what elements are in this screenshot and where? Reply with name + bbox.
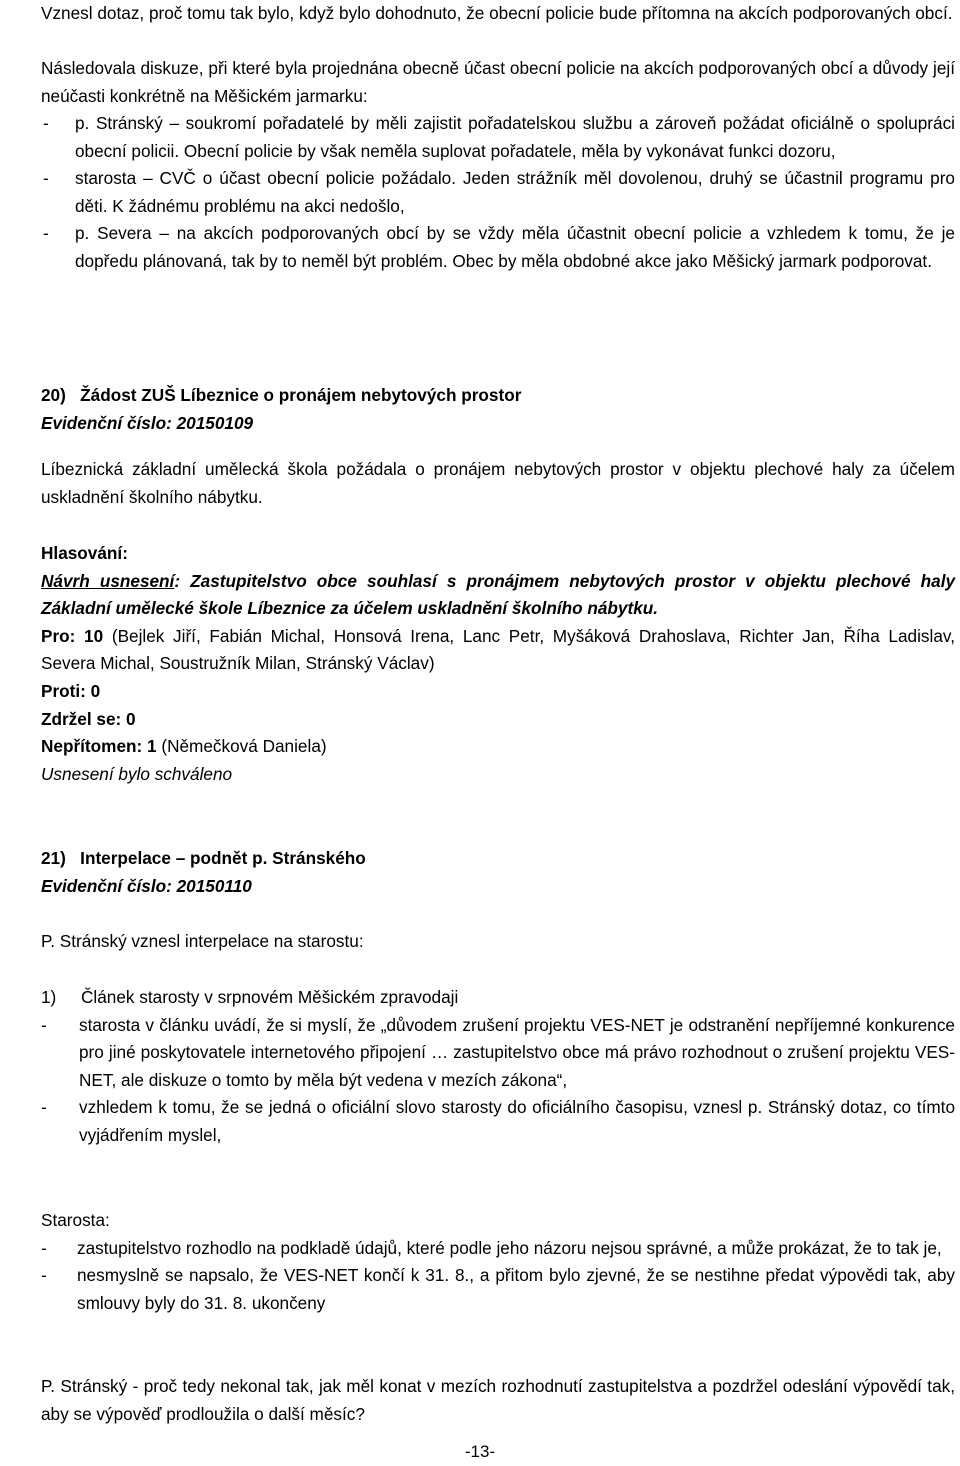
intro-bullet-list [41, 110, 955, 276]
proposal-text: Zastupitelstvo obce souhlasí s pronájmem nebytových prostor v objektu plechové haly Základní umělecké škole Líbeznice za účelem uskladnění školního nábytku. [41, 570, 956, 619]
absent-names: (Němečková Daniela) [161, 736, 327, 757]
pro-label: Pro: 10 [41, 625, 104, 646]
intro-bullet-3: - p. Severa – na akcích podporovaných obcí by se vždy měla účastnit obecní policie a vzhledem k tomu, že je dopředu plánovaná, tak by to neměl být problém. Obec by měla obdobné akce jako Měšický jarmark podporovat. [41, 220, 955, 275]
vote-proti: Proti: 0 [41, 680, 101, 701]
closing-question: P. Stránský - proč tedy nekonal tak, jak měl konat v mezích rozhodnutí zastupitelstva a pozdržel odeslání výpovědí tak, aby se výpověď prodloužila o další měsíc? [41, 1376, 955, 1424]
resolution-proposal: Návrh usnesení: Zastupitelstvo obce souhlasí s pronájmem nebytových prostor v objektu plechové haly Základní umělecké škole Líbeznice za účelem uskladnění školního nábytku. [41, 570, 956, 619]
vote-result: Usnesení bylo schváleno [41, 763, 233, 784]
intro-paragraph-2: Následovala diskuze, při které byla projednána obecně účast obecní policie na akcích podporovaných obcí a důvody její neúčasti konkrétně na Měšickém jarmarku: [41, 58, 955, 106]
vote-zdrzel: Zdržel se: 0 [41, 708, 136, 729]
proposal-label: Návrh usnesení [41, 570, 175, 591]
item-20-vote [41, 540, 955, 788]
intro-bullet-1: - p. Stránský – soukromí pořadatelé by měli zajistit pořadatelskou službu a zároveň požádat oficiálně o spolupráci obecní policii. Obecní policie by však neměla suplovat pořadatele, měla by vykonávat funkci dozoru, [41, 110, 955, 165]
item-20-number: 20) [41, 385, 66, 405]
mayor-bullet-2: - nesmyslně se napsalo, že VES-NET končí k 31. 8., a přitom bylo zjevné, že se nestihne předat výpovědi tak, aby smlouvy byly do 31. 8. ukončeny [41, 1262, 955, 1317]
vote-label: Hlasování: [41, 543, 128, 563]
page-number: -13- [464, 1442, 496, 1461]
absent-label: Nepřítomen: 1 [41, 736, 157, 757]
pro-names: (Bejlek Jiří, Fabián Michal, Honsová Irena, Lanc Petr, Myšáková Drahoslava, Richter Jan, Říha Ladislav, Severa Michal, Soustružník Milan, Stránský Václav) [41, 625, 955, 674]
item-20-evid: Evidenční číslo: 20150109 [41, 412, 254, 433]
item-20-heading [41, 382, 955, 437]
mayor-bullet-1: - zastupitelstvo rozhodlo na podkladě údajů, které podle jeho názoru nejsou správné, a může prokázat, že to tak je, [41, 1235, 955, 1263]
point-1-bullet-1: - starosta v článku uvádí, že si myslí, že „důvodem zrušení projektu VES-NET je odstranění nepříjemné konkurence pro jiné poskytovatele internetového připojení … zastupitelstvo obce má právo rozhodnout o zrušení projektu VES-NET, ale diskuze o tomto by měla být vedena v mezích zákona“, [41, 1012, 955, 1095]
point-1-number: 1) [41, 987, 57, 1007]
mayor-response [41, 1207, 955, 1317]
intro-bullet-2: - starosta – CVČ o účast obecní policie požádalo. Jeden strážník měl dovolenou, druhý se účastnil programu pro děti. K žádnému problému na akci nedošlo, [41, 165, 955, 220]
item-21-number: 21) [41, 848, 66, 868]
item-21-heading [41, 845, 955, 900]
vote-absent [41, 733, 955, 761]
item-20-text: Líbeznická základní umělecká škola požádala o pronájem nebytových prostor v objektu plechové haly za účelem uskladnění školního nábytku. [41, 459, 955, 507]
intro-paragraph-1: Vznesl dotaz, proč tomu tak bylo, když bylo dohodnuto, že obecní policie bude přítomna na akcích podporovaných obcí. [41, 3, 953, 23]
point-1-title: Článek starosty v srpnovém Měšickém zpravodaji [81, 987, 459, 1007]
point-1-bullet-2: - vzhledem k tomu, že se jedná o oficiální slovo starosty do oficiálního časopisu, vznesl p. Stránský dotaz, co tímto vyjádřením myslel, [41, 1094, 955, 1149]
item-21-intro: P. Stránský vznesl interpelace na starostu: [41, 931, 364, 951]
item-21-title: Interpelace – podnět p. Stránského [80, 848, 366, 868]
vote-pro [41, 623, 955, 678]
item-21-evid: Evidenční číslo: 20150110 [41, 875, 252, 896]
mayor-label: Starosta: [41, 1210, 110, 1230]
item-21-point-1 [41, 984, 955, 1150]
item-20-title: Žádost ZUŠ Líbeznice o pronájem nebytových prostor [80, 385, 522, 405]
